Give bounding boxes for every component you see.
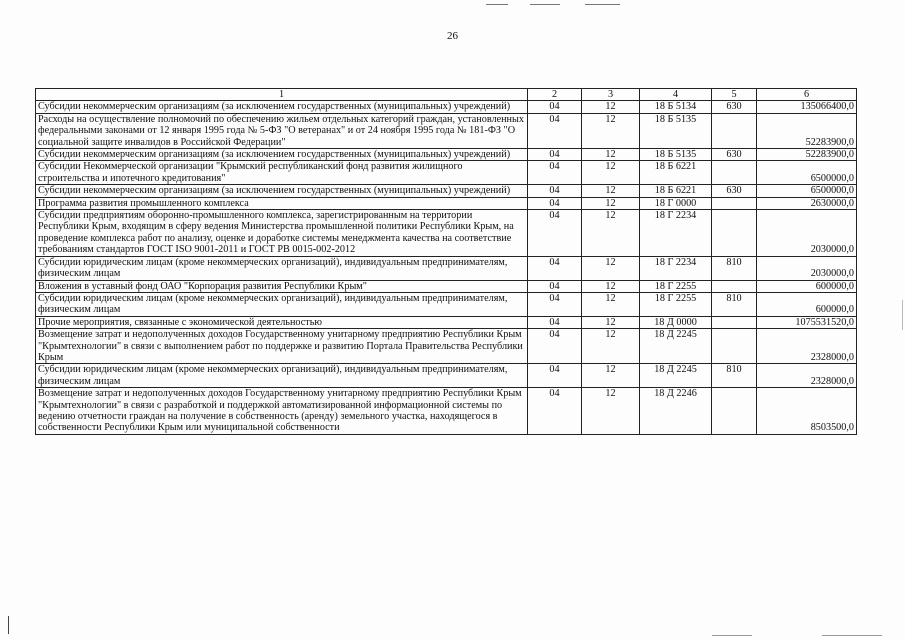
subsection-code: 12	[582, 210, 640, 257]
subsection-code: 12	[582, 329, 640, 364]
amount-value: 2030000,0	[757, 210, 857, 257]
section-code: 04	[528, 292, 582, 316]
expense-type-code	[712, 316, 757, 328]
expense-type-code	[712, 280, 757, 292]
section-code: 04	[528, 113, 582, 148]
expense-type-code	[712, 113, 757, 148]
amount-value: 2328000,0	[757, 329, 857, 364]
target-article-code: 18 Д 0000	[640, 316, 712, 328]
subsection-code: 12	[582, 149, 640, 161]
subsection-code: 12	[582, 197, 640, 209]
column-header: 5	[712, 89, 757, 101]
subsection-code: 12	[582, 256, 640, 280]
column-header: 2	[528, 89, 582, 101]
subsection-code: 12	[582, 388, 640, 435]
amount-value: 135066400,0	[757, 101, 857, 113]
item-name: Субсидии Некоммерческой организации "Крымский республиканский фонд развития жилищного строительства и ипотечного кредитования"	[36, 161, 528, 185]
item-name: Возмещение затрат и недополученных доходов Государственному унитарному предприятию Республики Крым "Крымтехнологии" в связи с разработкой и поддержкой автоматизированной информационной системы по ведению отчетности граждан на получение в собственность (аренду) земельного участка, находящегося в собственности Республики Крым или муниципальной собственности	[36, 388, 528, 435]
target-article-code: 18 Г 2255	[640, 292, 712, 316]
subsection-code: 12	[582, 161, 640, 185]
table-row	[36, 185, 857, 197]
table-row	[36, 388, 857, 435]
table-row	[36, 329, 857, 364]
section-code: 04	[528, 329, 582, 364]
subsection-code: 12	[582, 364, 640, 388]
expense-type-code	[712, 388, 757, 435]
table-row	[36, 101, 857, 113]
subsection-code: 12	[582, 185, 640, 197]
amount-value: 52283900,0	[757, 113, 857, 148]
section-code: 04	[528, 197, 582, 209]
table-row	[36, 210, 857, 257]
expense-type-code	[712, 161, 757, 185]
amount-value: 6500000,0	[757, 185, 857, 197]
expense-type-code: 810	[712, 292, 757, 316]
section-code: 04	[528, 185, 582, 197]
target-article-code: 18 Б 5135	[640, 113, 712, 148]
scan-mark	[822, 635, 882, 636]
table-row	[36, 161, 857, 185]
subsection-code: 12	[582, 292, 640, 316]
amount-value: 1075531520,0	[757, 316, 857, 328]
section-code: 04	[528, 161, 582, 185]
item-name: Субсидии предприятиям оборонно-промышленного комплекса, зарегистрированным на территории Республики Крым, входящим в сферу ведения Министерства промышленной политики Республики Крым, на проведение комплекса работ по анализу, оценке и доработке системы менеджмента качества на соответствие требованиям стандартов ГОСТ ISO 9001-2011 и ГОСТ РВ 0015-002-2012	[36, 210, 528, 257]
section-code: 04	[528, 364, 582, 388]
subsection-code: 12	[582, 101, 640, 113]
scan-mark	[585, 4, 620, 5]
section-code: 04	[528, 101, 582, 113]
item-name: Субсидии юридическим лицам (кроме некоммерческих организаций), индивидуальным предпринимателям, физическим лицам	[36, 292, 528, 316]
expense-type-code: 810	[712, 256, 757, 280]
column-header: 6	[757, 89, 857, 101]
table-row	[36, 316, 857, 328]
scan-mark	[486, 4, 508, 5]
target-article-code: 18 Г 2255	[640, 280, 712, 292]
expense-type-code: 630	[712, 185, 757, 197]
target-article-code: 18 Д 2245	[640, 329, 712, 364]
target-article-code: 18 Б 5135	[640, 149, 712, 161]
amount-value: 600000,0	[757, 280, 857, 292]
target-article-code: 18 Б 5134	[640, 101, 712, 113]
target-article-code: 18 Г 2234	[640, 210, 712, 257]
item-name: Возмещение затрат и недополученных доходов Государственному унитарному предприятию Республики Крым "Крымтехнологии" в связи с выполнением работ по поддержке и развитию Портала Правительства Республики Крым	[36, 329, 528, 364]
expense-type-code: 810	[712, 364, 757, 388]
table-row	[36, 364, 857, 388]
amount-value: 8503500,0	[757, 388, 857, 435]
target-article-code: 18 Б 6221	[640, 185, 712, 197]
table-row	[36, 113, 857, 148]
section-code: 04	[528, 280, 582, 292]
scan-mark	[8, 616, 9, 634]
amount-value: 2328000,0	[757, 364, 857, 388]
target-article-code: 18 Г 2234	[640, 256, 712, 280]
amount-value: 2030000,0	[757, 256, 857, 280]
amount-value: 2630000,0	[757, 197, 857, 209]
subsection-code: 12	[582, 316, 640, 328]
item-name: Субсидии юридическим лицам (кроме некоммерческих организаций), индивидуальным предпринимателям, физическим лицам	[36, 364, 528, 388]
expense-type-code	[712, 210, 757, 257]
item-name: Субсидии некоммерческим организациям (за исключением государственных (муниципальных) учреждений)	[36, 149, 528, 161]
column-header: 3	[582, 89, 640, 101]
scan-mark	[712, 635, 752, 636]
scan-mark	[902, 300, 903, 330]
scan-mark	[530, 4, 560, 5]
table-row	[36, 292, 857, 316]
amount-value: 600000,0	[757, 292, 857, 316]
item-name: Субсидии некоммерческим организациям (за исключением государственных (муниципальных) учреждений)	[36, 185, 528, 197]
page-number: 26	[447, 30, 458, 42]
target-article-code: 18 Д 2245	[640, 364, 712, 388]
budget-table	[35, 88, 857, 435]
table-row	[36, 149, 857, 161]
amount-value: 52283900,0	[757, 149, 857, 161]
section-code: 04	[528, 316, 582, 328]
item-name: Субсидии некоммерческим организациям (за исключением государственных (муниципальных) учреждений)	[36, 101, 528, 113]
target-article-code: 18 Б 6221	[640, 161, 712, 185]
section-code: 04	[528, 388, 582, 435]
target-article-code: 18 Г 0000	[640, 197, 712, 209]
table-row	[36, 197, 857, 209]
section-code: 04	[528, 210, 582, 257]
item-name: Программа развития промышленного комплекса	[36, 197, 528, 209]
item-name: Расходы на осуществление полномочий по обеспечению жильем отдельных категорий граждан, установленных федеральными законами от 12 января 1995 года № 5-ФЗ "О ветеранах" и от 24 ноября 1995 года № 181-ФЗ "О социальной защите инвалидов в Российской Федерации"	[36, 113, 528, 148]
item-name: Вложения в уставный фонд ОАО "Корпорация развития Республики Крым"	[36, 280, 528, 292]
item-name: Субсидии юридическим лицам (кроме некоммерческих организаций), индивидуальным предпринимателям, физическим лицам	[36, 256, 528, 280]
expense-type-code	[712, 329, 757, 364]
section-code: 04	[528, 256, 582, 280]
expense-type-code: 630	[712, 149, 757, 161]
column-header: 1	[36, 89, 528, 101]
table-row	[36, 256, 857, 280]
amount-value: 6500000,0	[757, 161, 857, 185]
expense-type-code: 630	[712, 101, 757, 113]
section-code: 04	[528, 149, 582, 161]
target-article-code: 18 Д 2246	[640, 388, 712, 435]
subsection-code: 12	[582, 280, 640, 292]
column-header: 4	[640, 89, 712, 101]
item-name: Прочие мероприятия, связанные с экономической деятельностью	[36, 316, 528, 328]
header-row	[36, 89, 857, 101]
expense-type-code	[712, 197, 757, 209]
subsection-code: 12	[582, 113, 640, 148]
table-row	[36, 280, 857, 292]
